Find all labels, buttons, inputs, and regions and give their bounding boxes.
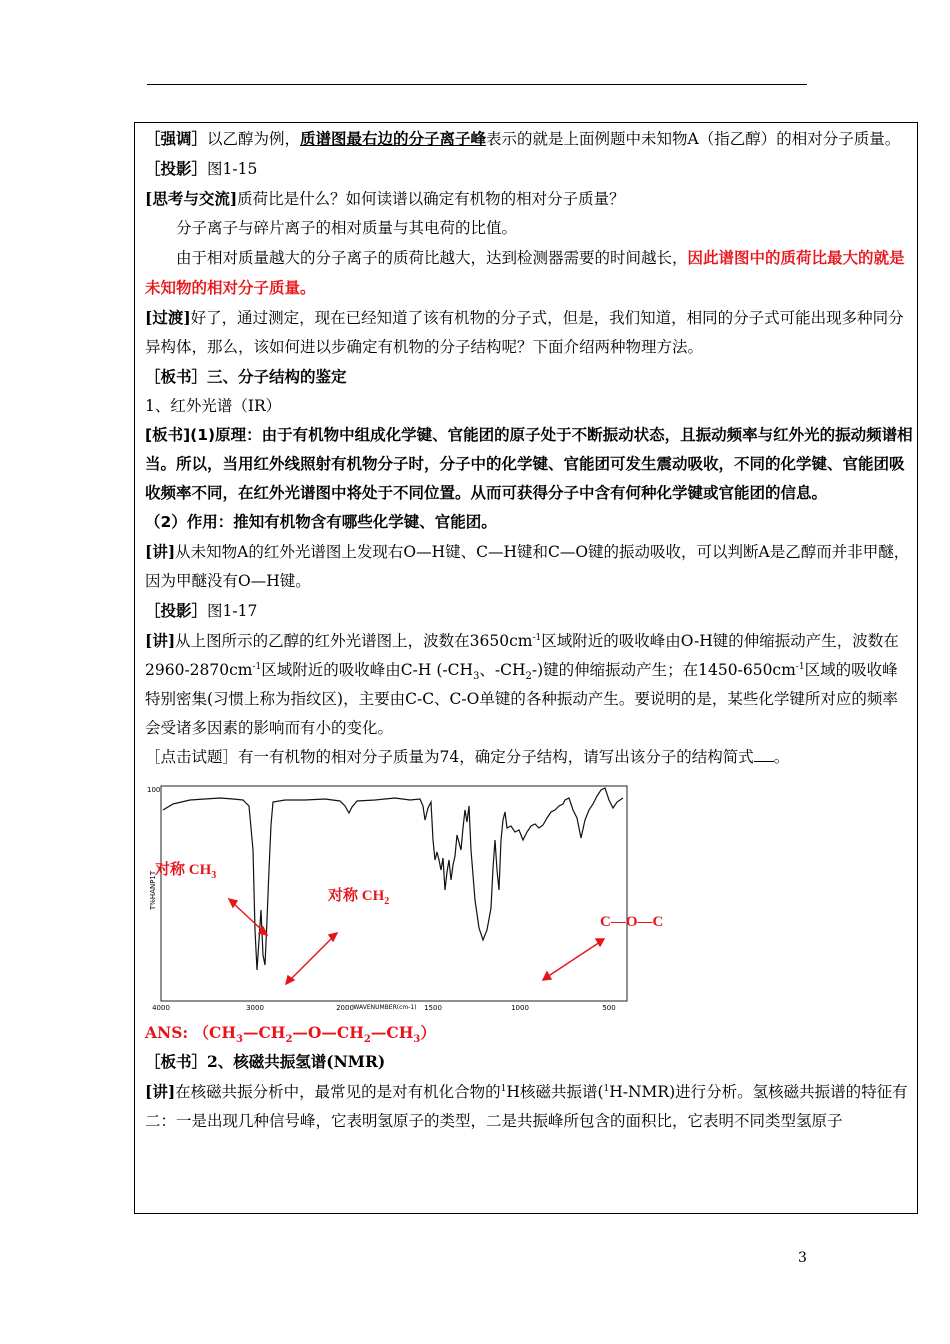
label-coc: C—O—C — [600, 914, 664, 930]
text: 好了，通过测定，现在已经知道了该有机物的分子式，但是，我们知道，相同的分子式可能出现多种同分异构体，那么，该如何进以步确定有机物的分子结构呢？下面介绍两种物理方法。 — [145, 309, 904, 356]
subscript: 2 — [285, 1034, 293, 1046]
text: 质荷比是什么？如何读谱以确定有机物的相对分子质量？ — [237, 190, 625, 208]
text: —CH — [370, 1023, 414, 1042]
paragraph-projection-2 — [145, 596, 913, 626]
superscript: 1 — [603, 1083, 610, 1094]
subscript: 3 — [473, 671, 480, 683]
text: 表示的就是上面例题中未知物A（指乙醇）的相对分子质量。 — [486, 130, 901, 148]
red-emphasis: 因此谱图中的质荷比最大的就是未知物的相对分子质量。 — [145, 248, 905, 297]
text: 以乙醇为例， — [207, 130, 301, 148]
label-ch3 — [155, 856, 216, 885]
paragraph-function: （2）作用：推知有机物含有哪些化学键、官能团。 — [145, 513, 497, 531]
paragraph-board — [145, 362, 913, 392]
tag-label: ［板书］ — [145, 367, 208, 386]
text: 图1-17 — [207, 602, 258, 620]
text: 、-CH — [479, 661, 526, 679]
subscript: 3 — [236, 1034, 243, 1046]
x-tick: 1000 — [511, 1004, 529, 1012]
paragraph-explanation — [145, 243, 913, 303]
paragraph-answer: 分子离子与碎片离子的相对质量与其电荷的比值。 — [176, 219, 518, 237]
subscript: 3 — [211, 870, 217, 881]
x-tick: 1500 — [424, 1004, 442, 1012]
text: 对称 CH — [328, 888, 385, 904]
text: 从上图所示的乙醇的红外光谱图上，波数在3650cm — [175, 632, 533, 650]
answer-blank — [754, 747, 774, 762]
superscript: -1 — [252, 661, 262, 672]
text: H核磁共振谱( — [506, 1083, 604, 1101]
y-axis-label: T%HANP1T — [149, 870, 157, 910]
text: H-NMR)进行分析。氢核磁共振谱的特征有二：一是出现几种信号峰，它表明氢原子的类型，二是共振峰所包含的面积比，它表明不同类型氢原子 — [145, 1083, 908, 1130]
subscript: 2 — [525, 671, 532, 683]
text: —O—CH — [292, 1023, 364, 1042]
text: -)键的伸缩振动产生；在1450-650cm — [531, 661, 796, 679]
header-rule — [147, 84, 807, 85]
tag-label: ［点击试题］ — [145, 748, 239, 766]
paragraph-nmr — [145, 1077, 913, 1136]
x-tick: 500 — [602, 1004, 616, 1012]
text: 区域附近的吸收峰由C-H (-CH — [261, 661, 473, 679]
text: 从未知物A的红外光谱图上发现右O—H键、C—H键和C—O键的振动吸收，可以判断A是乙醇而并非甲醚，因为甲醚没有O—H键。 — [145, 543, 910, 590]
text: 由于相对质量越大的分子离子的质荷比越大，达到检测器需要的时间越长， — [176, 249, 688, 267]
text: —CH — [242, 1023, 286, 1042]
text: 2、核磁共振氢谱(NMR) — [207, 1052, 386, 1071]
tag-label: [过渡] — [145, 308, 191, 327]
superscript: -1 — [532, 632, 542, 643]
text: 有一有机物的相对分子质量为74，确定分子结构，请写出该分子的结构简式 — [238, 748, 754, 766]
plot-frame — [161, 786, 627, 1001]
label-ch2 — [328, 882, 389, 911]
tag-label: [讲] — [145, 542, 176, 561]
tag-label: ［强调］ — [145, 129, 208, 148]
answer-line — [145, 1018, 913, 1047]
paragraph-nmr-heading — [145, 1047, 913, 1077]
emphasis-text: 质谱图最右边的分子离子峰 — [300, 129, 487, 148]
lesson-content — [145, 124, 913, 1136]
paragraph-ir-explanation — [145, 626, 913, 743]
paragraph-projection — [145, 154, 913, 184]
subscript: 2 — [384, 896, 390, 907]
text: 区域附近的吸收峰由O-H键的伸缩振动产生，波数在2960-2870cm — [145, 632, 899, 679]
superscript: -1 — [795, 661, 805, 672]
heading-ir: 1、红外光谱（IR） — [145, 397, 282, 415]
page-number: 3 — [798, 1250, 807, 1266]
tag-label: [思考与交流] — [145, 189, 238, 208]
paragraph-lecture — [145, 537, 913, 596]
tag-label: ［投影］ — [145, 159, 208, 178]
tag-label: [讲] — [145, 631, 176, 650]
subscript: 3 — [413, 1034, 421, 1046]
text: 对称 CH — [155, 862, 212, 878]
paragraph-transition — [145, 303, 913, 362]
tag-label: [板书] — [145, 426, 191, 444]
subscript: 2 — [363, 1034, 371, 1046]
ir-spectrum-svg — [145, 780, 913, 1018]
x-axis-label: WAVENUMBER(cm-1) — [353, 1004, 417, 1011]
tag-label: ［板书］ — [145, 1052, 208, 1071]
paragraph-discussion — [145, 184, 913, 214]
superscript: 1 — [500, 1083, 507, 1094]
text: ANS: （CH — [145, 1023, 236, 1042]
y-top-label: 100 — [147, 786, 161, 794]
x-tick: 2000 — [336, 1004, 354, 1012]
text: 图1-15 — [207, 160, 258, 178]
ir-spectrum-figure — [145, 780, 913, 1018]
text: 。 — [773, 748, 790, 766]
x-tick: 4000 — [152, 1004, 170, 1012]
paragraph-emphasis — [145, 124, 913, 154]
text: ） — [420, 1023, 436, 1042]
paragraph-principle — [145, 421, 913, 508]
tag-label: [讲] — [145, 1082, 176, 1101]
x-tick: 3000 — [246, 1004, 264, 1012]
text: 在核磁共振分析中，最常见的是对有机化合物的 — [175, 1083, 501, 1101]
text: (1)原理：由于有机物中组成化学键、官能团的原子处于不断振动状态，且振动频率与红外光的振动频谱相当。所以，当用红外线照射有机物分子时，分子中的化学键、官能团可发生震动吸收，不同的化学键、官能团吸收频率不同，在红外光谱图中将处于不同位置。从而可获得分子中含有何种化学键或官能团的信息。 — [145, 426, 913, 502]
paragraph-exercise — [145, 743, 913, 772]
text: 三、分子结构的鉴定 — [207, 367, 347, 386]
tag-label: ［投影］ — [145, 601, 208, 620]
text: 区域的吸收峰特别密集(习惯上称为指纹区)，主要由C-C、C-O单键的各种振动产生。要说明的是，某些化学键所对应的频率会受诸多因素的影响而有小的变化。 — [145, 661, 898, 737]
